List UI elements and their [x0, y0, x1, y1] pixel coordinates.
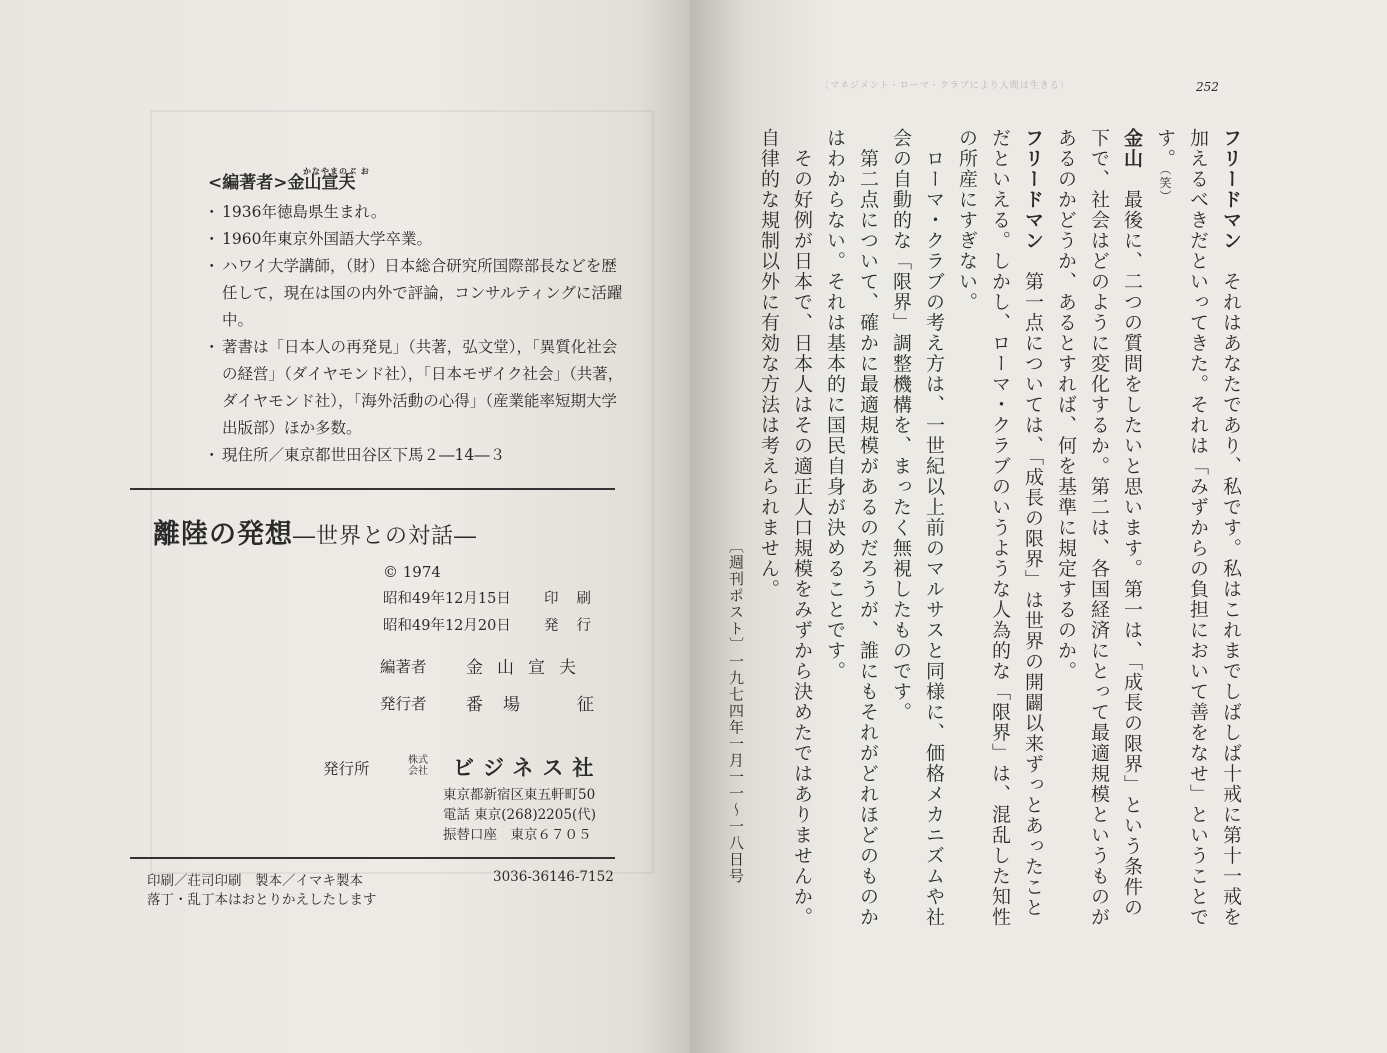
paragraph: フリードマン 第一点については、「成長の限界」は世界の開闢以来ずっとあったことだといえる。しかし、ローマ・クラブのいうような人為的な「限界」は、混乱した知性の所産にすぎない。 [956, 128, 1044, 928]
misprint-notice: 落丁・乱丁本はおとりかえしたします [147, 892, 377, 908]
company-name: ビジネス社 [453, 755, 603, 780]
running-head: 〔マネジメント・ローマ・クラブにより人間は生きる〕 [820, 81, 1070, 91]
paragraph: その好例が日本で、日本人はその適正人口規模をみずから決めたではありませんか。自律的な規制以外に有効な方法は考えられません。 [758, 128, 813, 928]
paragraph: 金山 最後に、二つの質問をしたいと思います。第一は、「成長の限界」という条件の下で、社会はどのように変化するか。第二は、各国経済にとって最適規模というものがあるのかどうか、あるとすれば、何を基準に規定するのか。 [1055, 128, 1143, 928]
book-title: 離陸の発想―世界との対話― [153, 519, 478, 550]
publisher-name: 番場 征 [466, 695, 614, 715]
source-citation: 〔週刊ポスト〕一九七四年一月一一～一八日号 [727, 538, 745, 885]
editor-name: 金山宣夫 [466, 658, 590, 678]
speaker-name: 金山 [1121, 128, 1143, 169]
laugh-note: （笑） [1158, 169, 1172, 204]
printing-info: 印刷／荘司印刷 製本／イマキ製本 [147, 873, 363, 889]
bio-item: ・ 現住所／東京都世田谷区下馬２―14―３ [208, 442, 628, 469]
editor-heading: かなやまのぶ お <編著者>金山宣夫 [208, 170, 628, 197]
bio-item: ・ ハワイ大学講師，（財）日本総合研究所国際部長などを歴任して，現在は国の内外で評論，コンサルティングに活躍中。 [208, 253, 628, 334]
editor-role: 編著者 [380, 658, 427, 676]
publish-label: 発行 [544, 618, 609, 634]
top-rule [130, 488, 615, 490]
book-subtitle: ―世界との対話― [293, 524, 478, 549]
editor-profile [208, 166, 628, 469]
paragraph: フリードマン それはあなたであり、私です。私はこれまでしばしば十戒に第十一戒を加えるべきだといってきた。それは「みずからの負担において善をなせ」ということです。（笑） [1154, 128, 1242, 928]
editor-bio-list [208, 199, 628, 469]
bio-item: ・ 著書は「日本人の再発見」（共著，弘文堂），「異質化社会の経営」（ダイヤモンド社），「日本モザイク社会」（共著，ダイヤモンド社），「海外活動の心得」（産業能率短期大学出版部）ほか多数。 [208, 334, 628, 442]
interview-text [727, 128, 1247, 928]
speaker-name: フリードマン [1022, 128, 1044, 251]
speaker-name: フリードマン [1220, 128, 1242, 251]
copyright: © 1974 [383, 563, 441, 581]
publisher-address [443, 785, 596, 845]
bottom-rule [130, 857, 615, 859]
paragraph: ローマ・クラブの考え方は、一世紀以上前のマルサスと同様に、価格メカニズムや社会の自動的な「限界」調整機構を、まったく無視したものです。 [890, 128, 945, 928]
bio-item: ・ 1960年東京外国語大学卒業。 [208, 226, 628, 253]
company-type: 株式会社 [408, 755, 428, 777]
publisher-role: 発行者 [380, 695, 427, 713]
bio-item: ・ 1936年徳島県生まれ。 [208, 199, 628, 226]
editor-ruby: かなやまのぶ お [303, 166, 370, 176]
print-date: 昭和49年12月15日 [383, 591, 511, 607]
print-label: 印刷 [544, 591, 609, 607]
address-line: 東京都新宿区東五軒町50 [443, 787, 596, 803]
colophon-page [0, 0, 690, 1053]
paragraph: 第二点について、確かに最適規模があるのだろうが、誰にもそれがどれほどのものかはわからない。それは基本的に国民自身が決めることです。 [824, 128, 879, 928]
book-code: 3036-36146-7152 [493, 869, 614, 885]
office-role: 発行所 [323, 760, 370, 778]
phone-line: 電話 東京(268)2205(代) [443, 807, 596, 823]
publish-date: 昭和49年12月20日 [383, 618, 511, 634]
page-number: 252 [1196, 80, 1219, 94]
transfer-line: 振替口座 東京６７０５ [443, 827, 592, 843]
